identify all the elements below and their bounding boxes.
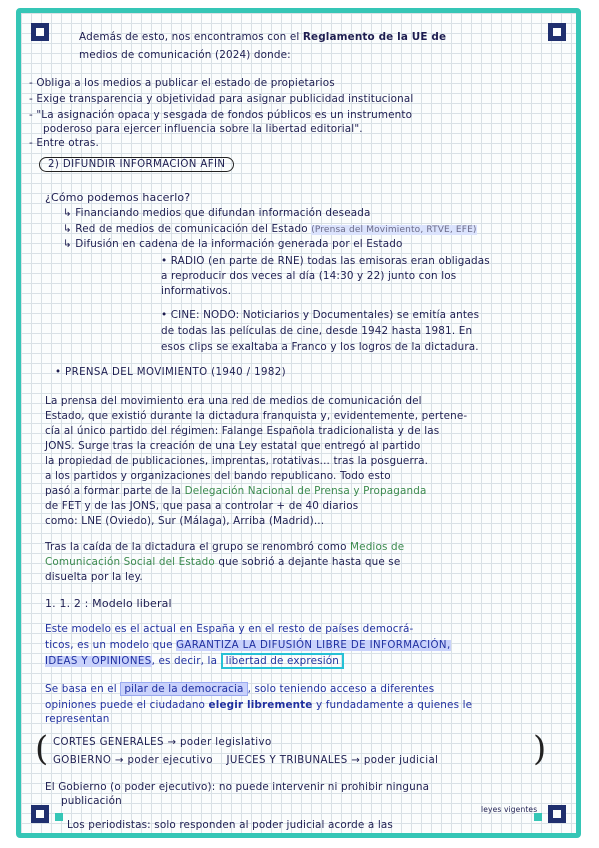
- subsection-heading: • PRENSA DEL MOVIMIENTO (1940 / 1982): [55, 367, 287, 378]
- text-line: ticos, es un modelo que GARANTIZA LA DIFUSIÓN LIBRE DE INFORMACIÓN,: [45, 639, 451, 651]
- highlighted-term: libertad de expresión: [221, 653, 344, 669]
- text-line: Se basa en el pilar de la democracia , solo teniendo acceso a diferentes: [45, 683, 435, 695]
- right-paren-icon: ): [533, 729, 547, 769]
- text-line: [79, 31, 446, 43]
- text-line: medios de comunicación (2024) donde:: [79, 49, 291, 61]
- corner-mark-icon: [548, 805, 566, 823]
- text-line: representan: [45, 713, 110, 725]
- text-line: pasó a formar parte de la Delegación Nacional de Prensa y Propaganda: [45, 485, 427, 497]
- left-paren-icon: (: [35, 729, 49, 769]
- text-line: la propiedad de publicaciones, imprentas, rotativas... tras la posguerra.: [45, 455, 429, 467]
- text-line: IDEAS Y OPINIONES, es decir, la libertad de expresión: [45, 655, 344, 667]
- list-item: • RADIO (en parte de RNE) todas las emisoras eran obligadas: [161, 255, 490, 267]
- text-line: Tras la caída de la dictadura el grupo se renombró como Medios de: [45, 541, 405, 553]
- text-line: La prensa del movimiento era una red de medios de comunicación del: [45, 395, 422, 407]
- subsection-heading: 1. 1. 2 : Modelo liberal: [45, 597, 172, 610]
- text-line: Los periodistas: solo responden al poder judicial acorde a las: [67, 819, 393, 831]
- list-item: ↳ Difusión en cadena de la información generada por el Estado: [63, 238, 403, 250]
- text-line: cía al único partido del régimen: Falange Española tradicionalista y de las: [45, 425, 440, 437]
- square-bullet-icon: [55, 813, 63, 821]
- text-line: Comunicación Social del Estado que sobrió a dejante hasta que se: [45, 556, 401, 568]
- text: Además de esto, nos encontramos con el: [79, 31, 300, 43]
- list-item: ↳ Financiando medios que difundan información deseada: [63, 207, 371, 219]
- text-line: a reproducir dos veces al día (14:30 y 22) junto con los: [161, 270, 457, 282]
- text-line: Este modelo es el actual en España y en el resto de países democrá-: [45, 623, 414, 635]
- text-line: esos clips se exaltaba a Franco y los logros de la dictadura.: [161, 341, 479, 353]
- section-heading: 2) DIFUNDIR INFORMACIÓN AFÍN: [39, 159, 234, 170]
- list-item: - Entre otras.: [29, 137, 99, 149]
- list-item: • CINE: NODO: Noticiarios y Documentales) se emitía antes: [161, 309, 480, 321]
- text-line: a los partidos y organizaciones del bando republicano. Todo esto: [45, 470, 391, 482]
- text-line: opiniones puede el ciudadano elegir libremente y fundadamente a quienes le: [45, 699, 473, 711]
- corner-mark-icon: [31, 23, 49, 41]
- text-line: de FET y de las JONS, que pasa a controlar + de 40 diarios: [45, 500, 359, 512]
- text-line: publicación: [61, 795, 122, 807]
- list-item: - Obliga a los medios a publicar el estado de propietarios: [29, 77, 335, 89]
- text-line: El Gobierno (o poder ejecutivo): no puede intervenir ni prohibir ninguna: [45, 781, 430, 793]
- margin-note: leyes vigentes: [481, 805, 538, 814]
- list-item: - Exige transparencia y objetividad para asignar publicidad institucional: [29, 93, 414, 105]
- text-line: GOBIERNO → poder ejecutivo JUECES Y TRIBUNALES → poder judicial: [53, 755, 439, 766]
- question-heading: ¿Cómo podemos hacerlo?: [45, 191, 191, 204]
- corner-mark-icon: [548, 23, 566, 41]
- notebook-page: [16, 8, 581, 838]
- text-line: informativos.: [161, 285, 232, 297]
- corner-mark-icon: [31, 805, 49, 823]
- text-line: como: LNE (Oviedo), Sur (Málaga), Arriba (Madrid)...: [45, 515, 325, 527]
- list-item: - "La asignación opaca y sesgada de fondos públicos es un instrumento: [29, 109, 413, 121]
- square-bullet-icon: [534, 813, 542, 821]
- text-line: disuelta por la ley.: [45, 571, 143, 583]
- regulation-title: Reglamento de la UE de: [302, 31, 447, 43]
- text-line: Estado, que existió durante la dictadura franquista y, evidentemente, pertene-: [45, 410, 468, 422]
- text-line: JONS. Surge tras la creación de una Ley estatal que entregó al partido: [45, 440, 421, 452]
- list-item: ↳ Red de medios de comunicación del Estado (Prensa del Movimiento, RTVE, EFE): [63, 223, 477, 235]
- text-line: poderoso para ejercer influencia sobre la libertad editorial".: [43, 123, 363, 135]
- text-line: de todas las películas de cine, desde 1942 hasta 1981. En: [161, 325, 473, 337]
- text-line: CORTES GENERALES → poder legislativo: [53, 737, 272, 748]
